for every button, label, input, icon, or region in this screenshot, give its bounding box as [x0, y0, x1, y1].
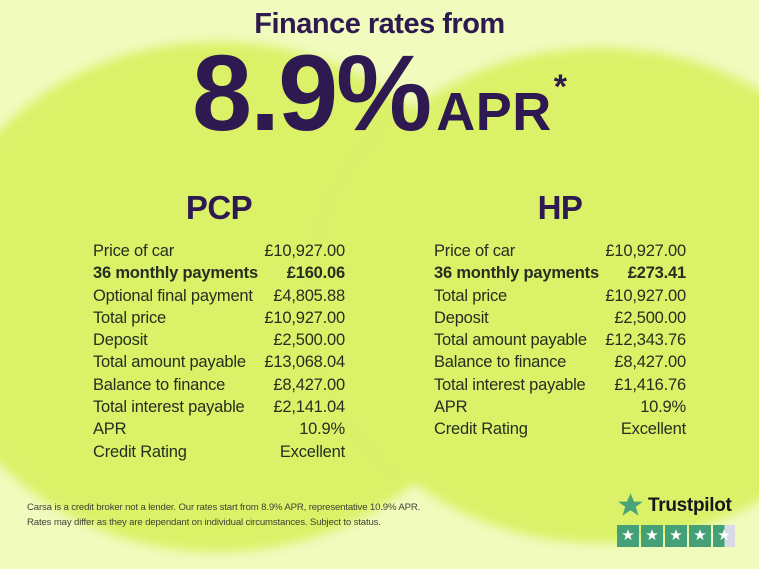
- table-row: [93, 262, 345, 284]
- table-row: [434, 418, 686, 440]
- row-label: Total price: [93, 308, 167, 327]
- hp-column: [434, 189, 686, 441]
- row-value: £1,416.76: [614, 375, 686, 394]
- row-label: Total amount payable: [93, 353, 246, 372]
- table-row: [93, 418, 345, 440]
- row-label: 36 monthly payments: [93, 264, 258, 283]
- row-value: £273.41: [627, 264, 686, 283]
- row-label: 36 monthly payments: [434, 264, 599, 283]
- table-row: [93, 351, 345, 373]
- table-row: [434, 329, 686, 351]
- row-value: £160.06: [286, 264, 345, 283]
- row-value: £13,068.04: [264, 353, 345, 372]
- row-label: Credit Rating: [434, 420, 528, 439]
- row-value: Excellent: [620, 420, 686, 439]
- trustpilot-star-icon: [617, 492, 644, 519]
- row-label: Total interest payable: [93, 398, 245, 417]
- table-row: [434, 307, 686, 329]
- row-value: Excellent: [279, 442, 345, 461]
- row-value: £8,427.00: [614, 353, 686, 372]
- headline-rate: [0, 32, 759, 153]
- row-label: Total interest payable: [434, 375, 586, 394]
- table-row: [93, 240, 345, 262]
- disclaimer-line-1: Carsa is a credit broker not a lender. Our rates start from 8.9% APR, representative 10.9% APR.: [27, 502, 421, 513]
- table-row: [434, 351, 686, 373]
- table-row: [434, 262, 686, 284]
- row-label: Credit Rating: [93, 442, 187, 461]
- row-label: Balance to finance: [93, 375, 226, 394]
- row-label: Total amount payable: [434, 331, 587, 350]
- trustpilot-rating-star: ★: [689, 525, 711, 547]
- pcp-table: [93, 240, 345, 463]
- row-label: APR: [93, 420, 127, 439]
- table-row: [434, 374, 686, 396]
- row-label: Price of car: [93, 242, 175, 260]
- rate-value: 8.9%: [192, 32, 431, 153]
- pcp-heading: PCP: [185, 189, 253, 226]
- trustpilot-rating-star: ★: [641, 525, 663, 547]
- row-value: £10,927.00: [264, 308, 345, 327]
- row-label: Deposit: [434, 308, 489, 327]
- trustpilot-rating-star: ★: [713, 525, 735, 547]
- trustpilot-rating-star: ★: [665, 525, 687, 547]
- row-label: Total price: [434, 286, 508, 305]
- trustpilot-stars: [617, 525, 741, 547]
- row-value: £2,500.00: [273, 331, 345, 350]
- row-value: 10.9%: [640, 398, 686, 417]
- pcp-column: [93, 189, 345, 463]
- rate-suffix: APR: [436, 82, 552, 142]
- row-label: Price of car: [434, 242, 516, 260]
- banner-title: Finance rates from: [254, 8, 505, 40]
- row-value: £2,500.00: [614, 308, 686, 327]
- table-row: [434, 285, 686, 307]
- legal-disclaimer: [27, 501, 420, 530]
- table-row: [93, 374, 345, 396]
- trustpilot-logo: [617, 492, 741, 519]
- table-row: [93, 396, 345, 418]
- trustpilot-rating-star: ★: [617, 525, 639, 547]
- table-row: [93, 307, 345, 329]
- row-value: £8,427.00: [273, 375, 345, 394]
- row-value: 10.9%: [299, 420, 345, 439]
- table-row: [93, 329, 345, 351]
- row-value: £10,927.00: [605, 286, 686, 305]
- table-row: [93, 441, 345, 463]
- disclaimer-line-2: Rates may differ as they are dependant on individual circumstances. Subject to status.: [27, 516, 381, 528]
- rate-footnote-asterisk: *: [553, 68, 567, 106]
- trustpilot-widget: [617, 492, 741, 547]
- hp-table: [434, 240, 686, 441]
- table-row: [434, 240, 686, 262]
- row-value: £2,141.04: [273, 398, 345, 417]
- row-label: Optional final payment: [93, 286, 253, 305]
- hp-heading: HP: [537, 189, 583, 226]
- table-row: [434, 396, 686, 418]
- row-value: £10,927.00: [605, 242, 686, 260]
- row-value: £12,343.76: [605, 331, 686, 350]
- row-label: Deposit: [93, 331, 148, 350]
- trustpilot-wordmark: Trustpilot: [648, 494, 732, 516]
- table-row: [93, 285, 345, 307]
- row-label: APR: [434, 398, 468, 417]
- row-value: £10,927.00: [264, 242, 345, 260]
- row-value: £4,805.88: [273, 286, 345, 305]
- row-label: Balance to finance: [434, 353, 567, 372]
